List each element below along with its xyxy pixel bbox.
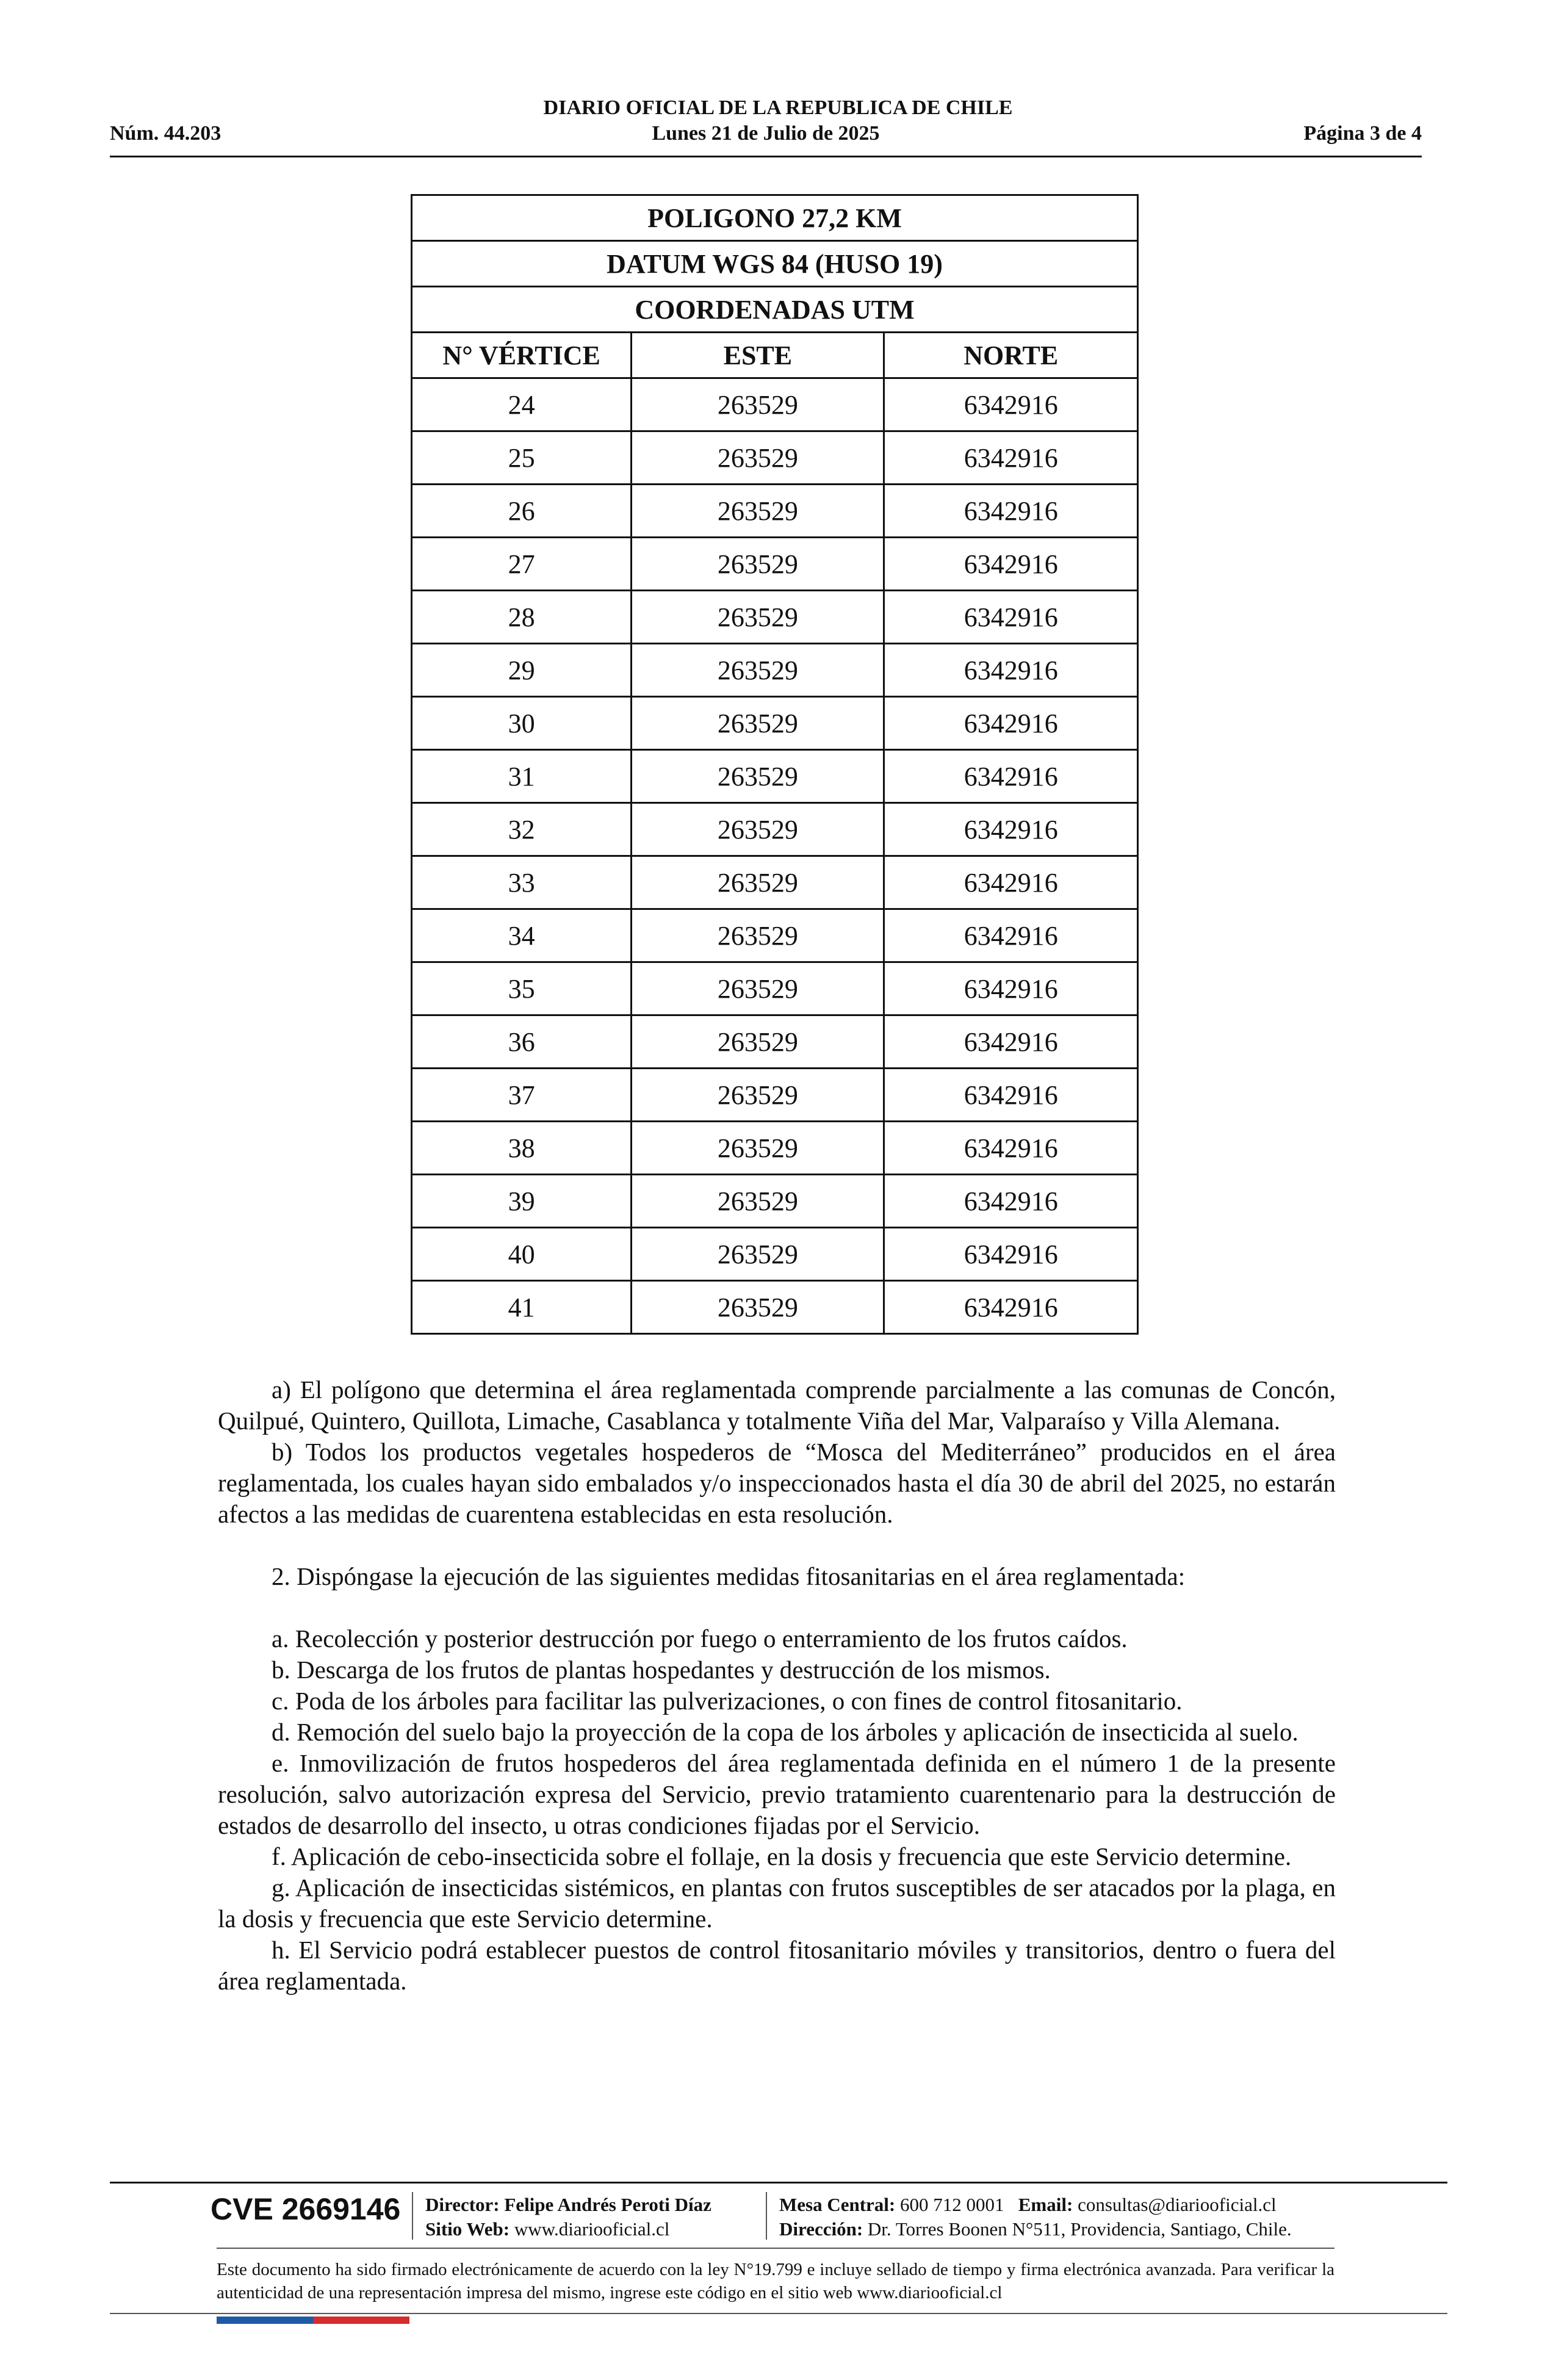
vertex-cell: 40 (412, 1228, 632, 1281)
coordinates-table (411, 194, 1139, 1335)
table-row (412, 644, 1138, 697)
north-cell: 6342916 (884, 803, 1138, 856)
email-label: Email: (1018, 2194, 1073, 2215)
vertex-cell: 36 (412, 1015, 632, 1069)
north-cell: 6342916 (884, 485, 1138, 538)
vertex-cell: 37 (412, 1069, 632, 1122)
east-cell: 263529 (632, 1281, 884, 1334)
website-label: Sitio Web: (425, 2218, 510, 2240)
north-cell: 6342916 (884, 750, 1138, 803)
table-row (412, 856, 1138, 909)
north-cell: 6342916 (884, 962, 1138, 1015)
column-header-north: NORTE (884, 333, 1138, 378)
east-cell: 263529 (632, 1228, 884, 1281)
east-cell: 263529 (632, 909, 884, 962)
vertex-cell: 41 (412, 1281, 632, 1334)
director-name: Felipe Andrés Peroti Díaz (504, 2194, 711, 2215)
address-value: Dr. Torres Boonen N°511, Providencia, Santiago, Chile. (867, 2218, 1292, 2240)
header-divider (110, 156, 1422, 157)
issue-date: Lunes 21 de Julio de 2025 (652, 122, 880, 145)
north-cell: 6342916 (884, 538, 1138, 591)
table-row (412, 803, 1138, 856)
flag-stripe-blue (217, 2317, 313, 2324)
north-cell: 6342916 (884, 431, 1138, 485)
vertex-cell: 30 (412, 697, 632, 750)
paragraph-2: 2. Dispóngase la ejecución de las siguientes medidas fitosanitarias en el área reglamentada: (272, 1562, 1186, 1590)
footer-contact-block (779, 2193, 1292, 2241)
legal-notice: Este documento ha sido firmado electrónicamente de acuerdo con la ley N°19.799 e incluye sellado de tiempo y firma electrónica avanzada. Para verificar la autenticidad de una representación impresa del mismo, ingrese este código en el sitio web www.diariooficial.cl (217, 2260, 1334, 2302)
table-title: POLIGONO 27,2 KM (412, 195, 1138, 241)
east-cell: 263529 (632, 697, 884, 750)
east-cell: 263529 (632, 644, 884, 697)
document-body (218, 1374, 1336, 1997)
measure-h: h. El Servicio podrá establecer puestos de control fitosanitario móviles y transitorios, dentro o fuera del área reglamentada. (218, 1936, 1336, 1995)
table-row (412, 1281, 1138, 1334)
east-cell: 263529 (632, 431, 884, 485)
paragraph-b: b) Todos los productos vegetales hospederos de “Mosca del Mediterráneo” producidos en el área reglamentada, los cuales hayan sido embalados y/o inspeccionados hasta el día 30 de abril del 2025, no estarán afectos a las medidas de cuarentena establecidas en esta resolución. (218, 1438, 1336, 1528)
vertex-cell: 25 (412, 431, 632, 485)
north-cell: 6342916 (884, 856, 1138, 909)
footer-divider-top (110, 2182, 1447, 2183)
north-cell: 6342916 (884, 591, 1138, 644)
table-row (412, 538, 1138, 591)
measure-c: c. Poda de los árboles para facilitar las pulverizaciones, o con fines de control fitosanitario. (272, 1687, 1183, 1715)
footer-divider-mid (217, 2248, 1334, 2249)
vertex-cell: 33 (412, 856, 632, 909)
vertex-cell: 27 (412, 538, 632, 591)
vertex-cell: 26 (412, 485, 632, 538)
table-row (412, 1122, 1138, 1175)
east-cell: 263529 (632, 750, 884, 803)
north-cell: 6342916 (884, 1015, 1138, 1069)
flag-stripe-red (313, 2317, 409, 2324)
vertex-cell: 32 (412, 803, 632, 856)
email-link[interactable]: consultas@diariooficial.cl (1078, 2194, 1277, 2215)
measure-f: f. Aplicación de cebo-insecticida sobre el follaje, en la dosis y frecuencia que este Servicio determine. (272, 1842, 1292, 1870)
east-cell: 263529 (632, 1175, 884, 1228)
footer-separator (766, 2192, 767, 2240)
table-row (412, 378, 1138, 431)
table-row (412, 1228, 1138, 1281)
footer-director-block (425, 2193, 711, 2241)
footer-divider-bottom (110, 2313, 1447, 2314)
north-cell: 6342916 (884, 1281, 1138, 1334)
east-cell: 263529 (632, 1122, 884, 1175)
east-cell: 263529 (632, 803, 884, 856)
newspaper-title: DIARIO OFICIAL DE LA REPUBLICA DE CHILE (543, 96, 1013, 119)
table-row (412, 697, 1138, 750)
vertex-cell: 35 (412, 962, 632, 1015)
issue-number: Núm. 44.203 (110, 122, 222, 145)
mesa-label: Mesa Central: (779, 2194, 896, 2215)
paragraph-a: a) El polígono que determina el área reglamentada comprende parcialmente a las comunas de Concón, Quilpué, Quintero, Quillota, Limache, Casablanca y totalmente Viña del Mar, Valparaíso y Villa Alemana. (218, 1376, 1336, 1435)
vertex-cell: 38 (412, 1122, 632, 1175)
measure-a: a. Recolección y posterior destrucción por fuego o enterramiento de los frutos caídos. (272, 1625, 1128, 1653)
north-cell: 6342916 (884, 697, 1138, 750)
vertex-cell: 24 (412, 378, 632, 431)
measure-d: d. Remoción del suelo bajo la proyección de la copa de los árboles y aplicación de insecticida al suelo. (272, 1718, 1298, 1746)
table-row (412, 485, 1138, 538)
table-row (412, 909, 1138, 962)
table-row (412, 1069, 1138, 1122)
table-row (412, 1015, 1138, 1069)
website-link[interactable]: www.diariooficial.cl (514, 2218, 670, 2240)
east-cell: 263529 (632, 485, 884, 538)
east-cell: 263529 (632, 856, 884, 909)
vertex-cell: 28 (412, 591, 632, 644)
east-cell: 263529 (632, 962, 884, 1015)
measure-b: b. Descarga de los frutos de plantas hospedantes y destrucción de los mismos. (272, 1656, 1051, 1684)
north-cell: 6342916 (884, 1122, 1138, 1175)
table-datum: DATUM WGS 84 (HUSO 19) (412, 241, 1138, 287)
east-cell: 263529 (632, 591, 884, 644)
column-header-east: ESTE (632, 333, 884, 378)
column-header-vertex: N° VÉRTICE (412, 333, 632, 378)
north-cell: 6342916 (884, 378, 1138, 431)
table-row (412, 591, 1138, 644)
vertex-cell: 39 (412, 1175, 632, 1228)
cve-code: CVE 2669146 (211, 2192, 401, 2226)
vertex-cell: 34 (412, 909, 632, 962)
table-row (412, 750, 1138, 803)
north-cell: 6342916 (884, 644, 1138, 697)
footer-separator (412, 2192, 413, 2240)
north-cell: 6342916 (884, 909, 1138, 962)
north-cell: 6342916 (884, 1228, 1138, 1281)
table-row (412, 1175, 1138, 1228)
east-cell: 263529 (632, 378, 884, 431)
east-cell: 263529 (632, 538, 884, 591)
page-indicator: Página 3 de 4 (1303, 122, 1422, 145)
director-label: Director: (425, 2194, 500, 2215)
measure-e: e. Inmovilización de frutos hospederos del área reglamentada definida en el número 1 de la presente resolución, salvo autorización expresa del Servicio, previo tratamiento cuarentenario para la destrucción de estados de desarrollo del insecto, u otras condiciones fijadas por el Servicio. (218, 1749, 1336, 1839)
address-label: Dirección: (779, 2218, 863, 2240)
mesa-phone: 600 712 0001 (900, 2194, 1004, 2215)
vertex-cell: 29 (412, 644, 632, 697)
table-body (412, 378, 1138, 1334)
table-coord-type: COORDENADAS UTM (412, 287, 1138, 333)
table-row (412, 431, 1138, 485)
north-cell: 6342916 (884, 1175, 1138, 1228)
north-cell: 6342916 (884, 1069, 1138, 1122)
east-cell: 263529 (632, 1069, 884, 1122)
east-cell: 263529 (632, 1015, 884, 1069)
vertex-cell: 31 (412, 750, 632, 803)
table-row (412, 962, 1138, 1015)
measure-g: g. Aplicación de insecticidas sistémicos, en plantas con frutos susceptibles de ser atacados por la plaga, en la dosis y frecuencia que este Servicio determine. (218, 1873, 1336, 1933)
